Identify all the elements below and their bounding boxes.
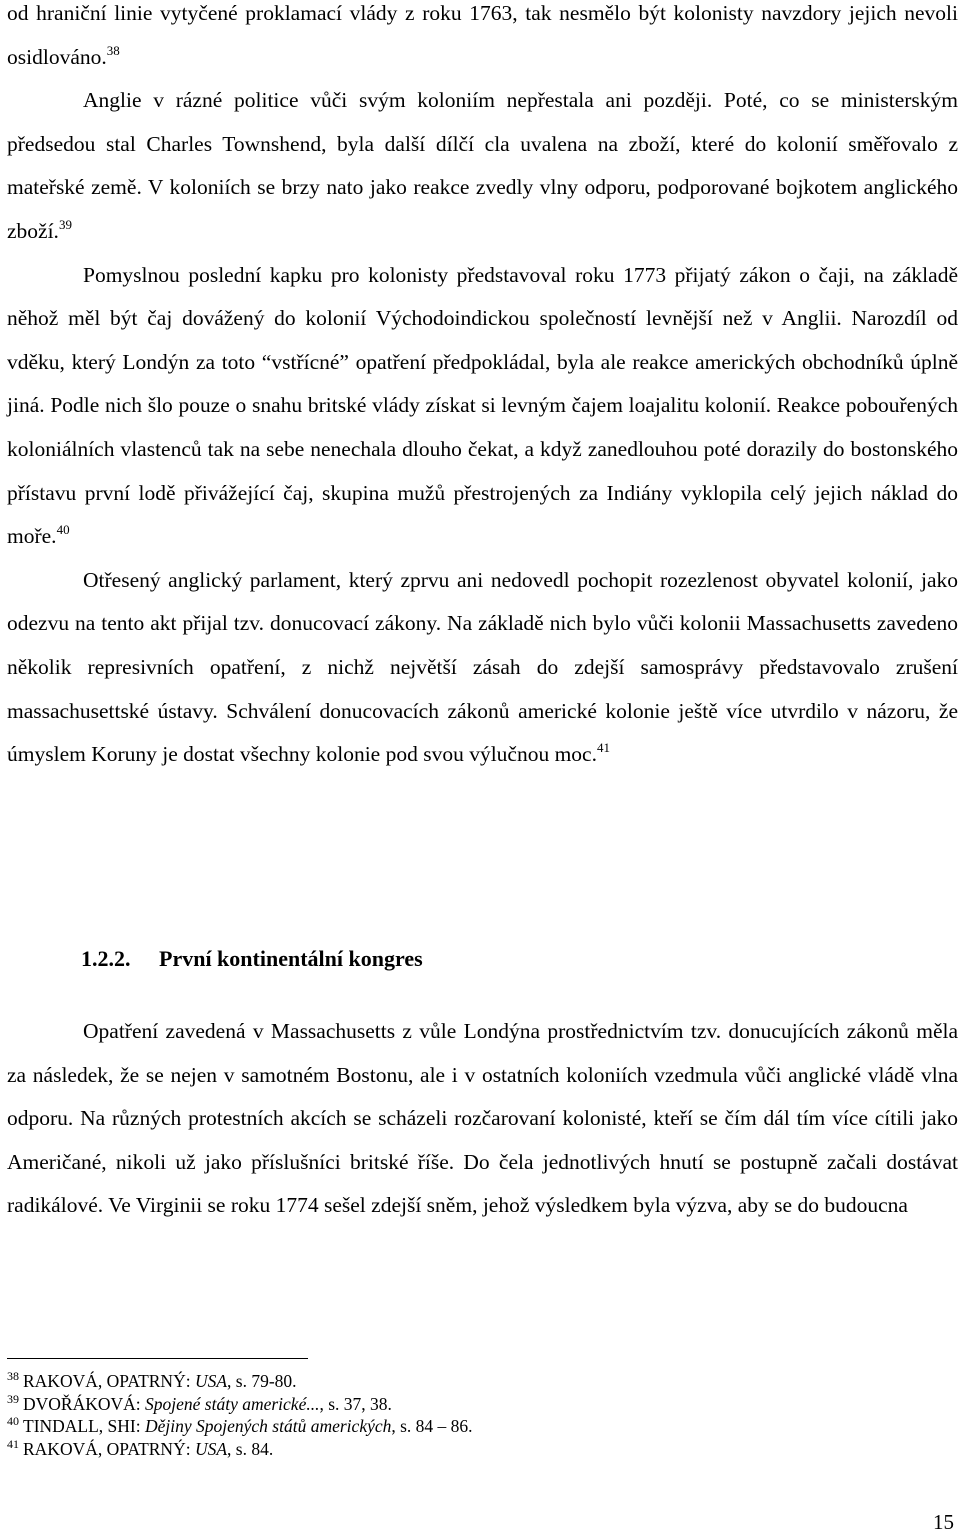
footnote-ref-40[interactable]: 40 bbox=[56, 522, 70, 538]
footnote-ref-39[interactable]: 39 bbox=[58, 216, 72, 232]
paragraph-continuation: od hraniční linie vytyčené proklamací vlády z roku 1763, tak nesmělo být kolonisty navzdory jejich nevoli osidlováno.$^{38}$ bbox=[7, 1, 958, 69]
section-body bbox=[7, 1010, 958, 1228]
footnotes bbox=[7, 1370, 947, 1460]
section-number: 1.2.2. bbox=[81, 946, 131, 971]
footnote-38: $^{38}$ RAKOVÁ, OPATRNÝ: USA, s. 79-80. bbox=[7, 1369, 297, 1391]
section-title: První kontinentální kongres bbox=[159, 946, 423, 971]
footnote-ref-41[interactable]: 41 bbox=[596, 740, 610, 756]
footnote-40: $^{40}$ TINDALL, SHI: Dějiny Spojených států amerických, s. 84 – 86. bbox=[7, 1414, 473, 1436]
footnote-separator bbox=[7, 1358, 308, 1359]
page-number: 15 bbox=[933, 1510, 954, 1534]
paragraph-first-congress: Opatření zavedená v Massachusetts z vůle Londýna prostřednictvím tzv. donucujících zákonů měla za následek, že se nejen v samotném Bostonu, ale i v ostatních koloniích vzedmula vůči anglické vládě vlna odporu. Na různých protestních akcích se scházeli rozčarovaní kolonisté, kteří se čím dál tím více cítili jako Američané, nikoli už jako příslušníci britské říše. Do čela jednotlivých hnutí se postupně začali dostávat radikálové. Ve Virginii se roku 1774 sešel zdejší sněm, jehož výsledkem byla výzva, aby se do budoucna bbox=[7, 1019, 958, 1218]
footnote-ref-38[interactable]: 38 bbox=[106, 42, 120, 58]
paragraph-coercive-acts: Otřesený anglický parlament, který zprvu ani nedovedl pochopit rozezlenost obyvatel kolonií, jako odezvu na tento akt přijal tzv. donucovací zákony. Na základě nich bylo vůči kolonii Massachusetts zavedeno několik represivních opatření, z nichž největší zásah do zdejší samosprávy představovalo zrušení massachusettské ústavy. Schválení donucovacích zákonů americké kolonie ještě více utvrdilo v názoru, že úmyslem Koruny je dostat všechny kolonie pod svou výlučnou moc.$^{41}$ bbox=[7, 567, 958, 767]
section-heading bbox=[81, 942, 423, 976]
paragraph-townshend: Anglie v rázné politice vůči svým koloniím nepřestala ani později. Poté, co se ministerským předsedou stal Charles Townshend, byla další dílčí cla uvalena na zboží, které do kolonií směřovalo z mateřské země. V koloniích se brzy nato jako reakce zvedly vlny odporu, podporované bojkotem anglického zboží.$^{39}$ bbox=[7, 88, 958, 243]
footnote-39: $^{39}$ DVOŘÁKOVÁ: Spojené státy americké..., s. 37, 38. bbox=[7, 1391, 392, 1414]
document-body bbox=[7, 0, 958, 777]
paragraph-tea-act: Pomyslnou poslední kapku pro kolonisty představoval roku 1773 přijatý zákon o čaji, na základě něhož měl být čaj dovážený do kolonií Východoindickou společností levnější než v Anglii. Narozdíl od vděku, který Londýn za toto “vstřícné” opatření předpokládal, byla ale reakce amerických obchodníků úplně jiná. Podle nich šlo pouze o snahu britské vlády získat si levným čajem loajalitu kolonií. Reakce pobouřených koloniálních vlastenců tak na sebe nenechala dlouho čekat, a když zanedlouhou poté dorazily do bostonského přístavu první lodě přivážející čaj, skupina mužů přestrojených za Indiány vyklopila celý jejich náklad do moře.$^{40}$ bbox=[7, 262, 958, 549]
footnote-41: $^{41}$ RAKOVÁ, OPATRNÝ: USA, s. 84. bbox=[7, 1436, 274, 1459]
